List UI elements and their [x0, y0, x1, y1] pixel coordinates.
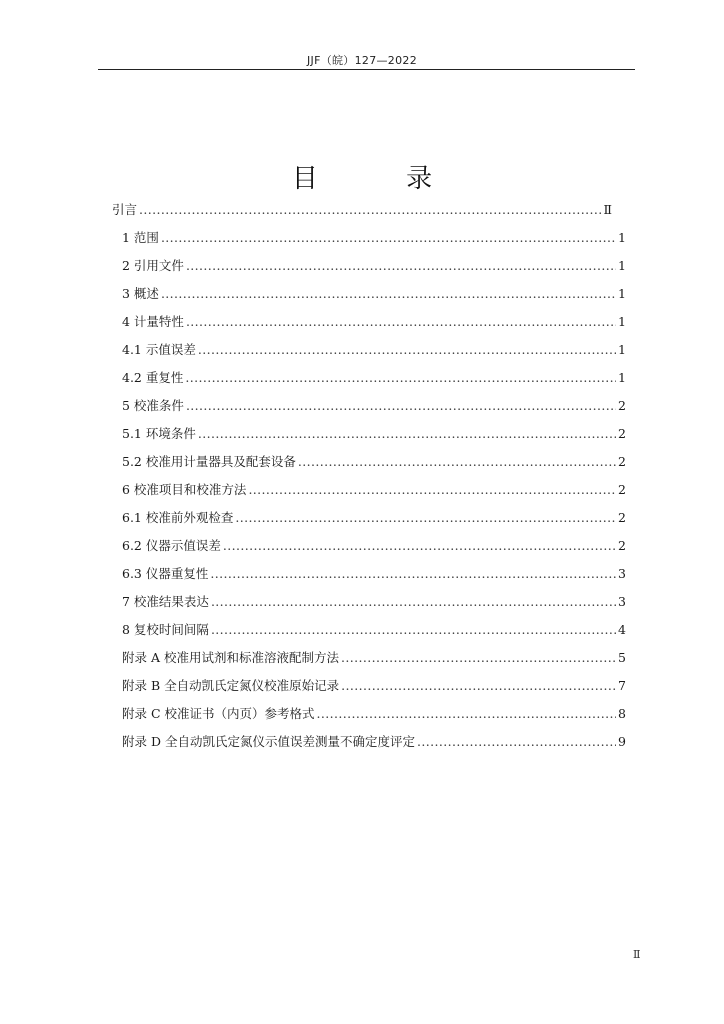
toc-entry-2[interactable]: [122, 256, 626, 276]
toc-entry-8[interactable]: [122, 620, 626, 640]
toc-entry-page: 2: [618, 454, 626, 469]
toc-dot-leader: [211, 592, 616, 612]
toc-entry-page: 2: [618, 426, 626, 441]
toc-entry-appendix-b[interactable]: [122, 676, 626, 696]
toc-entry-label: 4.2 重复性: [122, 370, 184, 385]
toc-entry-6-3[interactable]: [122, 564, 626, 584]
page-number: Ⅱ: [633, 948, 641, 961]
toc-entry-page: 1: [618, 258, 626, 273]
toc-dot-leader: [139, 200, 601, 220]
header-divider: [98, 69, 635, 70]
toc-entry-page: 7: [618, 678, 626, 693]
toc-entry-label: 6.2 仪器示值误差: [122, 538, 221, 553]
toc-entry-page: 5: [618, 650, 626, 665]
toc-dot-leader: [417, 732, 616, 752]
toc-entry-label: 7 校准结果表达: [122, 594, 209, 609]
toc-entry-appendix-d[interactable]: [122, 732, 626, 752]
toc-entry-label: 附录 C 校准证书（内页）参考格式: [122, 706, 315, 721]
toc-dot-leader: [198, 340, 616, 360]
toc-entry-1[interactable]: [122, 228, 626, 248]
toc-entry-4[interactable]: [122, 312, 626, 332]
toc-entry-page: 9: [618, 734, 626, 749]
toc-entry-label: 附录 D 全自动凯氏定氮仪示值误差测量不确定度评定: [122, 734, 415, 749]
toc-entry-label: 附录 A 校准用试剂和标准溶液配制方法: [122, 650, 339, 665]
toc-entry-label: 5.1 环境条件: [122, 426, 196, 441]
toc-entry-label: 5.2 校准用计量器具及配套设备: [122, 454, 296, 469]
toc-entry-page: 3: [618, 594, 626, 609]
toc-entry-page: 1: [618, 370, 626, 385]
toc-dot-leader: [235, 508, 616, 528]
toc-entry-6-1[interactable]: [122, 508, 626, 528]
toc-entry-label: 4 计量特性: [122, 314, 184, 329]
toc-entry-label: 6.1 校准前外观检查: [122, 510, 234, 525]
toc-entry-label: 附录 B 全自动凯氏定氮仪校准原始记录: [122, 678, 340, 693]
toc-entry-5[interactable]: [122, 396, 626, 416]
toc-entry-preface[interactable]: [112, 200, 612, 220]
toc-entry-4-2[interactable]: [122, 368, 626, 388]
running-header: JJF（皖）127—2022: [306, 54, 417, 67]
toc-dot-leader: [185, 368, 616, 388]
toc-entry-page: 2: [618, 510, 626, 525]
toc-entry-5-1[interactable]: [122, 424, 626, 444]
toc-entry-7[interactable]: [122, 592, 626, 612]
toc-entry-label: 3 概述: [122, 286, 159, 301]
toc-dot-leader: [341, 648, 616, 668]
toc-entry-page: 4: [618, 622, 626, 637]
toc-dot-leader: [298, 452, 616, 472]
toc-dot-leader: [161, 284, 616, 304]
toc-dot-leader: [198, 424, 616, 444]
toc-dot-leader: [186, 396, 616, 416]
toc-dot-leader: [211, 620, 616, 640]
toc-entry-4-1[interactable]: [122, 340, 626, 360]
toc-entry-page: 2: [618, 538, 626, 553]
toc-entry-label: 引言: [112, 202, 138, 217]
toc-entry-label: 6.3 仪器重复性: [122, 566, 209, 581]
toc-entry-page: 8: [618, 706, 626, 721]
toc-entry-page: 3: [618, 566, 626, 581]
toc-dot-leader: [210, 564, 616, 584]
toc-entry-label: 5 校准条件: [122, 398, 184, 413]
toc-dot-leader: [186, 312, 616, 332]
toc-entry-label: 4.1 示值误差: [122, 342, 196, 357]
toc-dot-leader: [341, 676, 616, 696]
toc-dot-leader: [186, 256, 616, 276]
toc-dot-leader: [317, 704, 616, 724]
toc-entry-6-2[interactable]: [122, 536, 626, 556]
toc-entry-appendix-c[interactable]: [122, 704, 626, 724]
toc-entry-label: 6 校准项目和校准方法: [122, 482, 247, 497]
toc-entry-6[interactable]: [122, 480, 626, 500]
toc-entry-appendix-a[interactable]: [122, 648, 626, 668]
toc-entry-label: 1 范围: [122, 230, 159, 245]
toc-title: 目 录: [291, 164, 473, 194]
toc-entry-page: Ⅱ: [603, 202, 612, 217]
toc-entry-page: 2: [618, 482, 626, 497]
toc-entry-label: 2 引用文件: [122, 258, 184, 273]
toc-entry-label: 8 复校时间间隔: [122, 622, 209, 637]
toc-entry-page: 1: [618, 314, 626, 329]
toc-entry-page: 2: [618, 398, 626, 413]
toc-dot-leader: [248, 480, 616, 500]
toc-entry-3[interactable]: [122, 284, 626, 304]
toc-entry-5-2[interactable]: [122, 452, 626, 472]
toc-dot-leader: [223, 536, 616, 556]
toc-dot-leader: [161, 228, 616, 248]
toc-entry-page: 1: [618, 230, 626, 245]
toc-entry-page: 1: [618, 342, 626, 357]
toc-entry-page: 1: [618, 286, 626, 301]
